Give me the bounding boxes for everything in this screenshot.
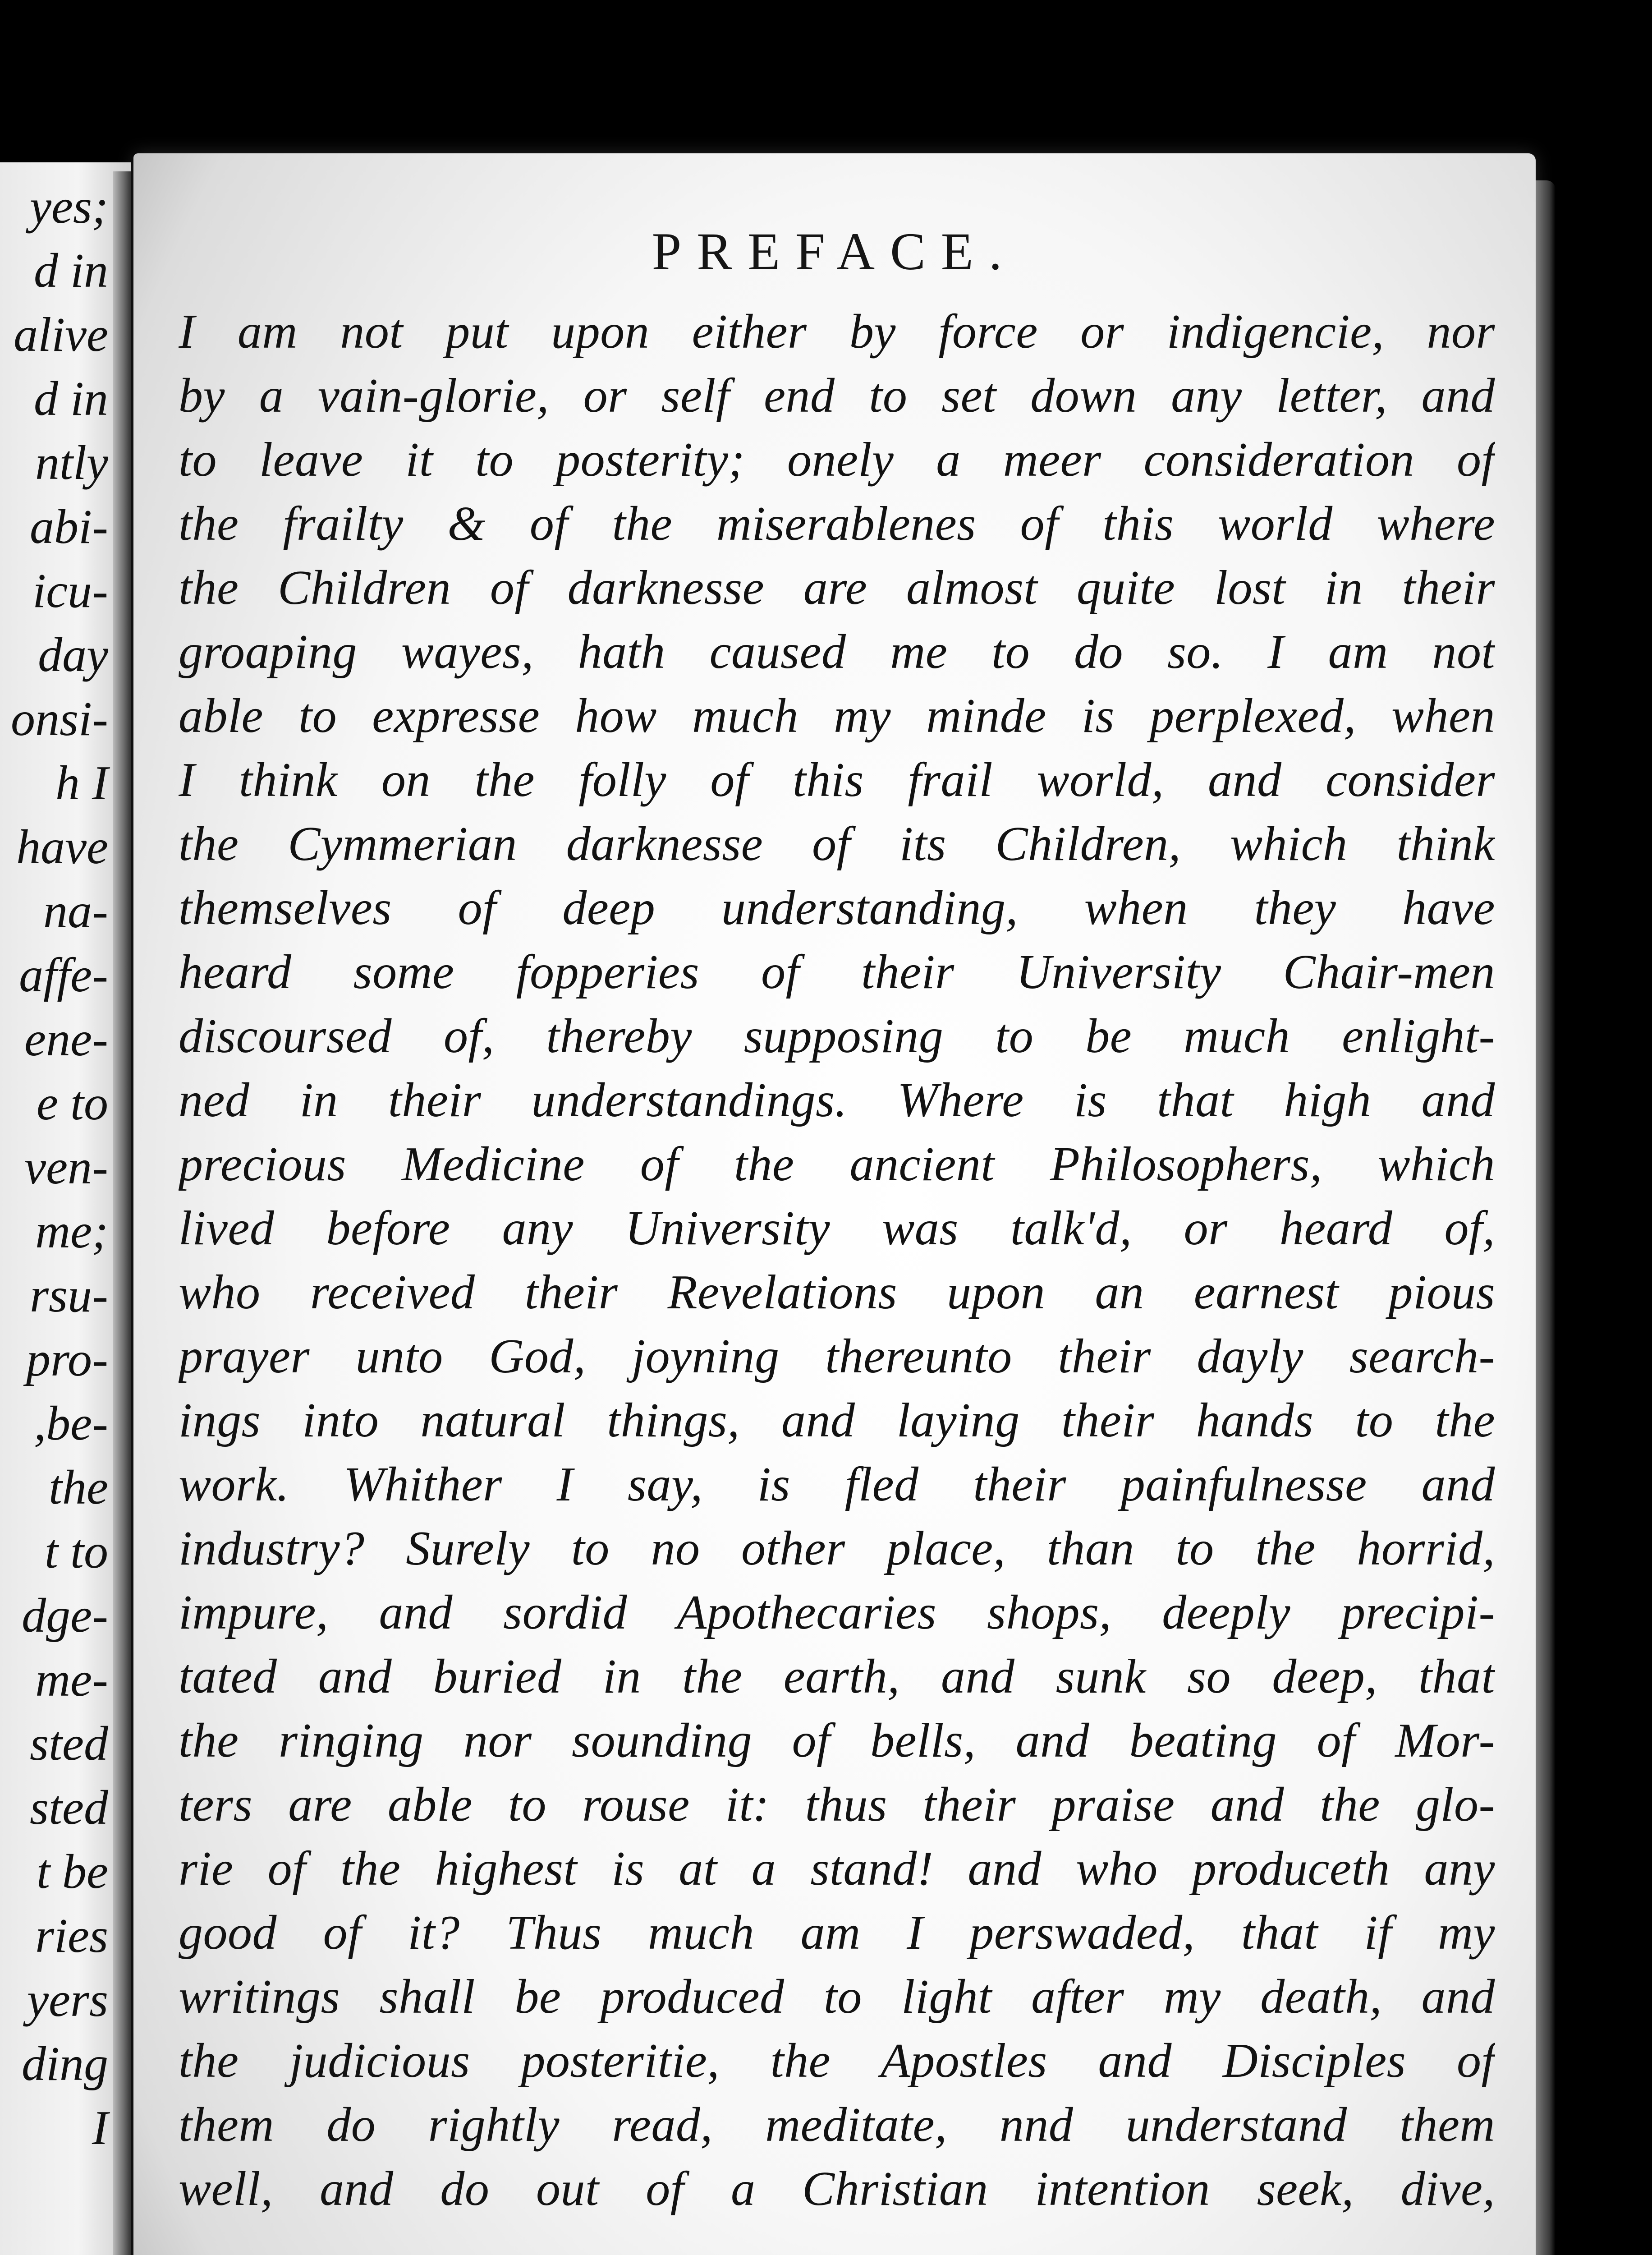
left-page-line: affe- <box>19 948 108 1002</box>
left-page-line: me- <box>35 1653 108 1707</box>
text-line: themselves of deep understanding, when they have <box>179 881 1495 935</box>
text-line: discoursed of, thereby supposing to be much enlight- <box>179 1009 1495 1063</box>
left-page-line: alive <box>14 308 108 362</box>
left-page-line: ding <box>21 2037 108 2091</box>
left-page-line: e to <box>37 1077 108 1130</box>
text-line: work. Whither I say, is fled their painfulnesse and <box>179 1458 1495 1511</box>
text-line: able to expresse how much my minde is perplexed, when <box>179 689 1495 743</box>
left-page-line: me; <box>35 1205 108 1258</box>
text-line: groaping wayes, hath caused me to do so. I am not <box>179 625 1495 679</box>
left-page-line: rsu- <box>29 1269 108 1322</box>
left-page-line: the <box>49 1461 108 1514</box>
left-page-line: ries <box>35 1909 108 1963</box>
text-line: the Children of darknesse are almost quite lost in their <box>179 561 1495 615</box>
text-line: ned in their understandings. Where is that high and <box>179 1073 1495 1127</box>
page-heading: PREFACE. <box>652 222 1018 281</box>
left-page-line: abi- <box>30 500 108 554</box>
left-page-line: have <box>16 820 108 874</box>
left-page-line: ene- <box>24 1012 108 1066</box>
text-line: them do rightly read, meditate, nnd understand them <box>179 2098 1495 2152</box>
text-line: who received their Revelations upon an earnest pious <box>179 1266 1495 1319</box>
left-page-line: d in <box>33 372 108 426</box>
left-page-line: t be <box>37 1845 108 1899</box>
left-page-line: d in <box>33 244 108 298</box>
left-page-line: yes; <box>30 180 108 234</box>
left-page-line: day <box>38 628 108 682</box>
left-page-line: sted <box>30 1781 108 1835</box>
text-line: I am not put upon either by force or indigencie, nor <box>179 305 1495 359</box>
text-line: well, and do out of a Christian intention seek, dive, <box>179 2162 1495 2216</box>
text-line: the judicious posteritie, the Apostles and Disciples of <box>179 2034 1495 2088</box>
text-line: rie of the highest is at a stand! and who produceth any <box>179 1842 1495 1896</box>
left-page-line: ven- <box>24 1141 108 1194</box>
left-page-line: onsi- <box>11 692 108 746</box>
text-line: the frailty & of the miserablenes of this world where <box>179 497 1495 551</box>
text-line: good of it? Thus much am I perswaded, that if my <box>179 1906 1495 1960</box>
left-page-line: ntly <box>35 436 108 490</box>
text-line: tated and buried in the earth, and sunk so deep, that <box>179 1650 1495 1703</box>
text-line: ings into natural things, and laying their hands to the <box>179 1394 1495 1447</box>
text-line: impure, and sordid Apothecaries shops, deeply precipi- <box>179 1586 1495 1639</box>
left-page-line: t to <box>44 1525 108 1578</box>
left-page-line: pro- <box>26 1333 108 1386</box>
text-line: by a vain-glorie, or self end to set down any letter, and <box>179 369 1495 423</box>
left-page-line: dge- <box>22 1589 108 1643</box>
left-page-line: sted <box>30 1717 108 1771</box>
text-line: writings shall be produced to light after my death, and <box>179 1970 1495 2024</box>
text-line: heard some fopperies of their University Chair-men <box>179 945 1495 999</box>
left-page-line: na- <box>43 884 108 938</box>
text-line: industry? Surely to no other place, than to the horrid, <box>179 1522 1495 1575</box>
text-line: ters are able to rouse it: thus their praise and the glo- <box>179 1778 1495 1832</box>
left-page-line: icu- <box>32 564 108 618</box>
text-line: the ringing nor sounding of bells, and beating of Mor- <box>179 1714 1495 1767</box>
preface-page <box>133 153 1536 2255</box>
page-edge <box>1536 180 1556 2255</box>
left-page-line: yers <box>27 1973 108 2027</box>
book-gutter <box>113 171 131 2255</box>
preface-body-text <box>179 300 1495 2221</box>
left-page-line: I <box>92 2101 108 2155</box>
text-line: lived before any University was talk'd, or heard of, <box>179 1201 1495 1255</box>
left-page-line: ,be- <box>34 1397 108 1450</box>
text-line: I think on the folly of this frail world, and consider <box>179 753 1495 807</box>
text-line: the Cymmerian darknesse of its Children, which think <box>179 817 1495 871</box>
left-facing-page <box>0 162 131 2255</box>
left-page-line: h I <box>55 756 108 810</box>
text-line: precious Medicine of the ancient Philosophers, which <box>179 1137 1495 1191</box>
text-line: prayer unto God, joyning thereunto their dayly search- <box>179 1330 1495 1383</box>
text-line: to leave it to posterity; onely a meer consideration of <box>179 433 1495 487</box>
